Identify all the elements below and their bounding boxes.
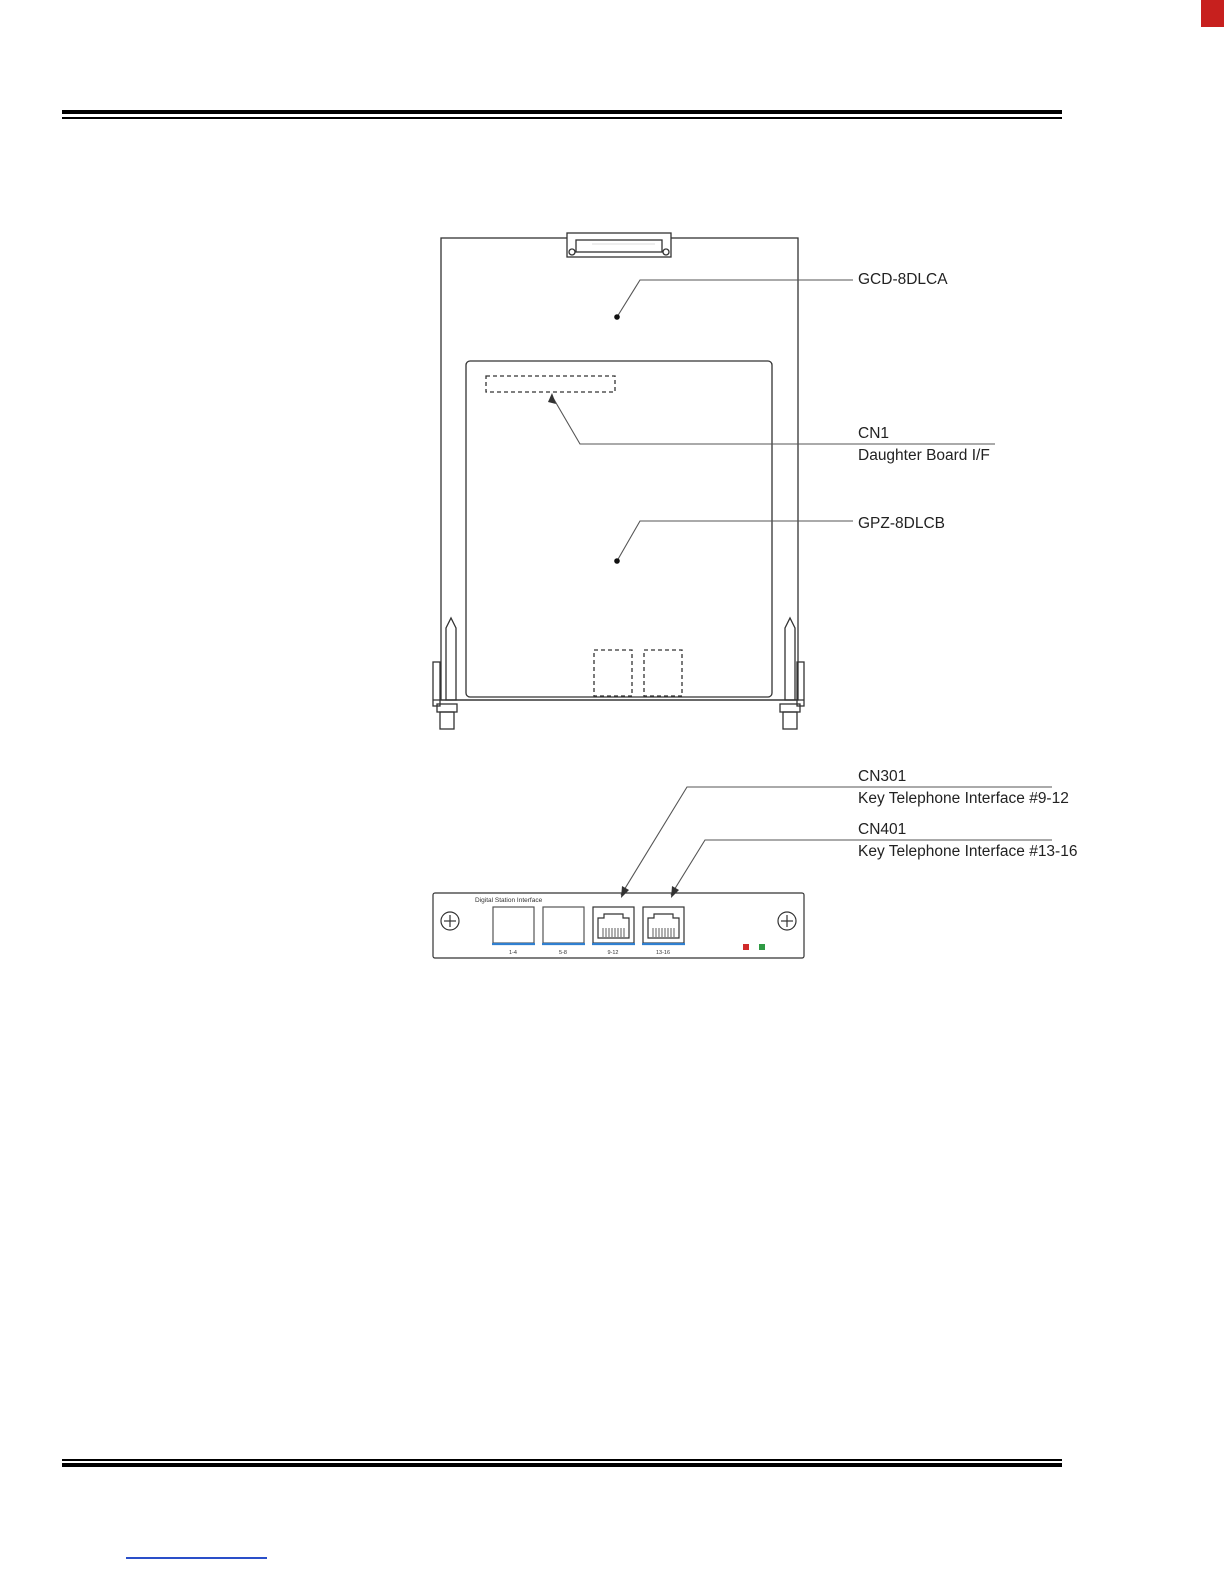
- port-label-5-8: 5-8: [559, 950, 567, 956]
- label-cn401: CN401: [858, 821, 907, 838]
- port-label-1-4: 1-4: [509, 950, 517, 956]
- faceplate-title: Digital Station Interface: [475, 897, 543, 904]
- label-cn301: CN301: [858, 768, 907, 785]
- dashed-port-left: [594, 650, 632, 696]
- label-gcd-8dlca: GCD-8DLCA: [858, 271, 948, 288]
- led-green: [759, 944, 765, 950]
- port-1-4: [493, 907, 534, 943]
- right-guide: [785, 618, 795, 700]
- left-guide: [446, 618, 456, 700]
- label-cn401-desc: Key Telephone Interface #13-16: [858, 843, 1078, 860]
- leader-gpz: [617, 521, 853, 561]
- dashed-port-right: [644, 650, 682, 696]
- led-red: [743, 944, 749, 950]
- footer-rule-thin: [62, 1459, 1062, 1461]
- main-board-outline: [441, 238, 798, 700]
- cn1-connector: [486, 376, 615, 392]
- label-cn301-desc: Key Telephone Interface #9-12: [858, 790, 1069, 807]
- leader-cn1: [552, 396, 995, 444]
- label-cn1-desc: Daughter Board I/F: [858, 447, 990, 464]
- leader-gcd: [617, 280, 853, 317]
- port-5-8: [543, 907, 584, 943]
- port-label-9-12: 9-12: [607, 950, 619, 956]
- label-gpz-8dlcb: GPZ-8DLCB: [858, 515, 945, 532]
- port-label-13-16: 13-16: [655, 950, 671, 956]
- footer-link-underline[interactable]: [126, 1557, 267, 1559]
- daughter-board-outline: [466, 361, 772, 697]
- top-connector: [567, 233, 671, 257]
- label-cn1: CN1: [858, 425, 890, 442]
- footer-rule-thick: [62, 1463, 1062, 1467]
